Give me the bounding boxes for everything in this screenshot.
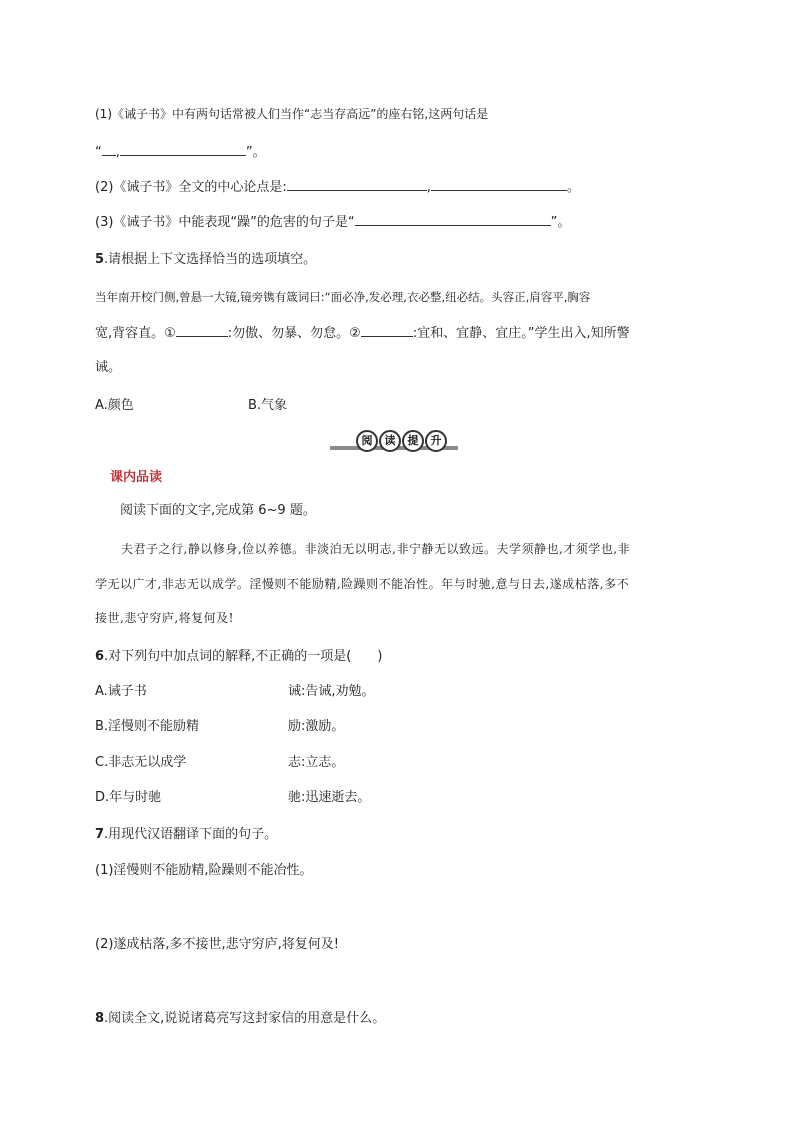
q4-part3: (3)《诫子书》中能表现“躁”的危害的句子是“ ”。 (95, 212, 570, 232)
q5-stem: 5.请根据上下文选择恰当的选项填空。 (95, 252, 317, 267)
q5-passage-line3: 诫。 (95, 360, 122, 375)
passage-line3: 接世,悲守穷庐,将复何及! (95, 611, 234, 625)
option-a: A.颜色 (95, 398, 134, 413)
answer-blank[interactable] (361, 323, 413, 337)
q6-option-b: B.淫慢则不能励精 励:激励。 (95, 719, 345, 734)
q7-sentence-2: (2)遂成枯落,多不接世,悲守穷庐,将复何及! (95, 937, 340, 952)
section-title-char: 阅 (356, 430, 378, 452)
q6-stem: 6.对下列句中加点词的解释,不正确的一项是( ) (95, 649, 383, 664)
section-title-chars (356, 430, 447, 452)
answer-blank[interactable] (176, 323, 228, 337)
reading-instruction: 阅读下面的文字,完成第 6~9 题。 (120, 503, 316, 518)
q6-option-c: C.非志无以成学 志:立志。 (95, 755, 345, 770)
section-title-char: 提 (402, 430, 424, 452)
answer-blank[interactable] (287, 177, 427, 191)
option-b: B.气象 (248, 398, 288, 413)
section-title-char: 升 (425, 430, 447, 452)
q4-part1-line1: (1)《诫子书》中有两句话常被人们当作“志当存高远”的座右铭,这两句话是 (95, 107, 489, 121)
section-title-banner (330, 430, 458, 454)
passage-line2: 学无以广才,非志无以成学。淫慢则不能励精,险躁则不能冶性。年与时驰,意与日去,遂成枯落,多不 (95, 577, 630, 591)
q6-option-a: A.诫子书 诫:告诫,劝勉。 (95, 684, 375, 699)
q8-stem: 8.阅读全文,说说诸葛亮写这封家信的用意是什么。 (95, 1011, 386, 1026)
answer-blank[interactable] (431, 177, 567, 191)
q7-stem: 7.用现代汉语翻译下面的句子。 (95, 827, 278, 842)
q7-sentence-1: (1)淫慢则不能励精,险躁则不能冶性。 (95, 863, 313, 878)
q4-part2: (2)《诫子书》全文的中心论点是: , 。 (95, 177, 580, 197)
q5-options (95, 397, 288, 415)
section-title-char: 读 (379, 430, 401, 452)
q4-part1-line2: “ , ”。 (95, 142, 266, 162)
q6-option-d: D.年与时驰 驰:迅速逝去。 (95, 790, 371, 805)
answer-blank[interactable] (120, 142, 246, 156)
q5-passage-line2: 宽,背容直。① :勿傲、勿暴、勿怠。② :宜和、宜静、宜庄。”学生出入,知所警 (95, 323, 630, 343)
passage-line1: 夫君子之行,静以修身,俭以养德。非淡泊无以明志,非宁静无以致远。夫学须静也,才须学也,非 (121, 542, 631, 556)
answer-blank[interactable] (355, 212, 551, 226)
subsection-heading: 课内品读 (110, 470, 163, 485)
answer-blank[interactable] (102, 142, 116, 156)
q5-passage-line1: 当年南开校门侧,曾悬一大镜,镜旁镌有箴词曰:“面必净,发必理,衣必整,纽必结。头容正,肩容平,胸容 (95, 290, 591, 304)
